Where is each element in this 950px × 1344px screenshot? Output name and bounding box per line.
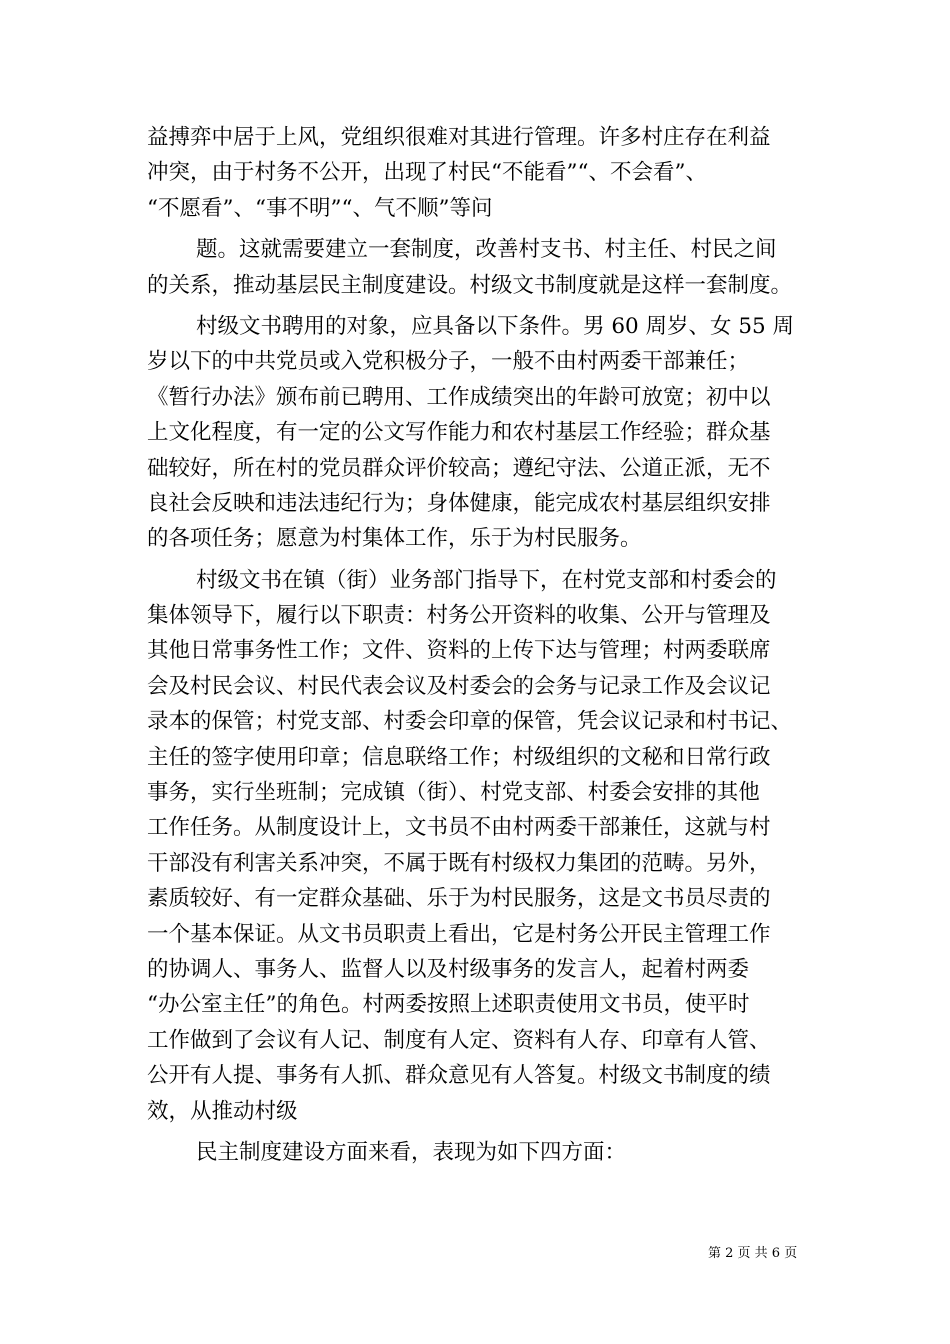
paragraph-2 xyxy=(147,232,827,303)
text-line: 工作做到了会议有人记、制度有人定、资料有人存、印章有人管、 xyxy=(147,1027,771,1053)
text-line: 主任的签字使用印章；信息联络工作；村级组织的文秘和日常行政 xyxy=(147,744,771,770)
paragraph-1 xyxy=(147,120,827,226)
text-line: 益搏弈中居于上风，党组织很难对其进行管理。许多村庄存在利益 xyxy=(147,125,771,150)
text-line: 岁以下的中共党员或入党积极分子，一般不由村两委干部兼任； xyxy=(147,349,750,375)
text-line: “不愿看”、“事不明”“、气不顺”等问 xyxy=(147,195,493,221)
text-line: 事务，实行坐班制；完成镇（街）、村党支部、村委会安排的其他 xyxy=(147,780,760,806)
paragraph-5 xyxy=(147,1135,827,1170)
text-line: 村级文书在镇（街）业务部门指导下，在村党支部和村委会的 xyxy=(196,567,777,593)
page-number-footer: 第 2 页 共 6 页 xyxy=(708,1246,798,1261)
text-line: 公开有人提、事务有人抓、群众意见有人答复。村级文书制度的绩 xyxy=(147,1063,771,1089)
paragraph-4 xyxy=(147,563,827,1129)
text-line: 的协调人、事务人、监督人以及村级事务的发言人，起着村两委 xyxy=(147,956,750,982)
paragraph-3 xyxy=(147,309,827,557)
text-line: “办公室主任”的角色。村两委按照上述职责使用文书员，使平时 xyxy=(147,992,750,1018)
text-line: 良社会反映和违法违纪行为；身体健康，能完成农村基层组织安排 xyxy=(147,490,771,516)
text-line: 村级文书聘用的对象，应具备以下条件。男 60 周岁、女 55 周 xyxy=(196,313,795,339)
text-line: 题。这就需要建立一套制度，改善村支书、村主任、村民之间 xyxy=(196,237,777,263)
text-line: 上文化程度，有一定的公文写作能力和农村基层工作经验；群众基 xyxy=(147,420,771,446)
text-line: 干部没有利害关系冲突，不属于既有村级权力集团的范畴。另外， xyxy=(147,850,771,876)
text-line: 的各项任务；愿意为村集体工作，乐于为村民服务。 xyxy=(147,526,642,552)
text-line: 录本的保管；村党支部、村委会印章的保管，凭会议记录和村书记、 xyxy=(147,709,793,735)
text-line: 素质较好、有一定群众基础、乐于为村民服务，这是文书员尽责的 xyxy=(147,886,771,912)
text-line: 工作任务。从制度设计上，文书员不由村两委干部兼任，这就与村 xyxy=(147,815,771,841)
text-line: 《暂行办法》颁布前已聘用、工作成绩突出的年龄可放宽；初中以 xyxy=(147,384,771,410)
text-line: 一个基本保证。从文书员职责上看出，它是村务公开民主管理工作 xyxy=(147,921,771,947)
text-line: 础较好，所在村的党员群众评价较高；遵纪守法、公道正派，无不 xyxy=(147,455,771,481)
body-text xyxy=(147,120,827,1170)
text-line: 效，从推动村级 xyxy=(147,1098,298,1124)
text-line: 的关系，推动基层民主制度建设。村级文书制度就是这样一套制度。 xyxy=(147,272,793,298)
text-line: 集体领导下，履行以下职责：村务公开资料的收集、公开与管理及 xyxy=(147,603,771,629)
text-line: 冲突，由于村务不公开，出现了村民“不能看”“、不会看”、 xyxy=(147,160,707,186)
text-line: 其他日常事务性工作；文件、资料的上传下达与管理；村两委联席 xyxy=(147,638,771,664)
text-line: 民主制度建设方面来看，表现为如下四方面： xyxy=(196,1139,627,1165)
text-line: 会及村民会议、村民代表会议及村委会的会务与记录工作及会议记 xyxy=(147,673,771,699)
